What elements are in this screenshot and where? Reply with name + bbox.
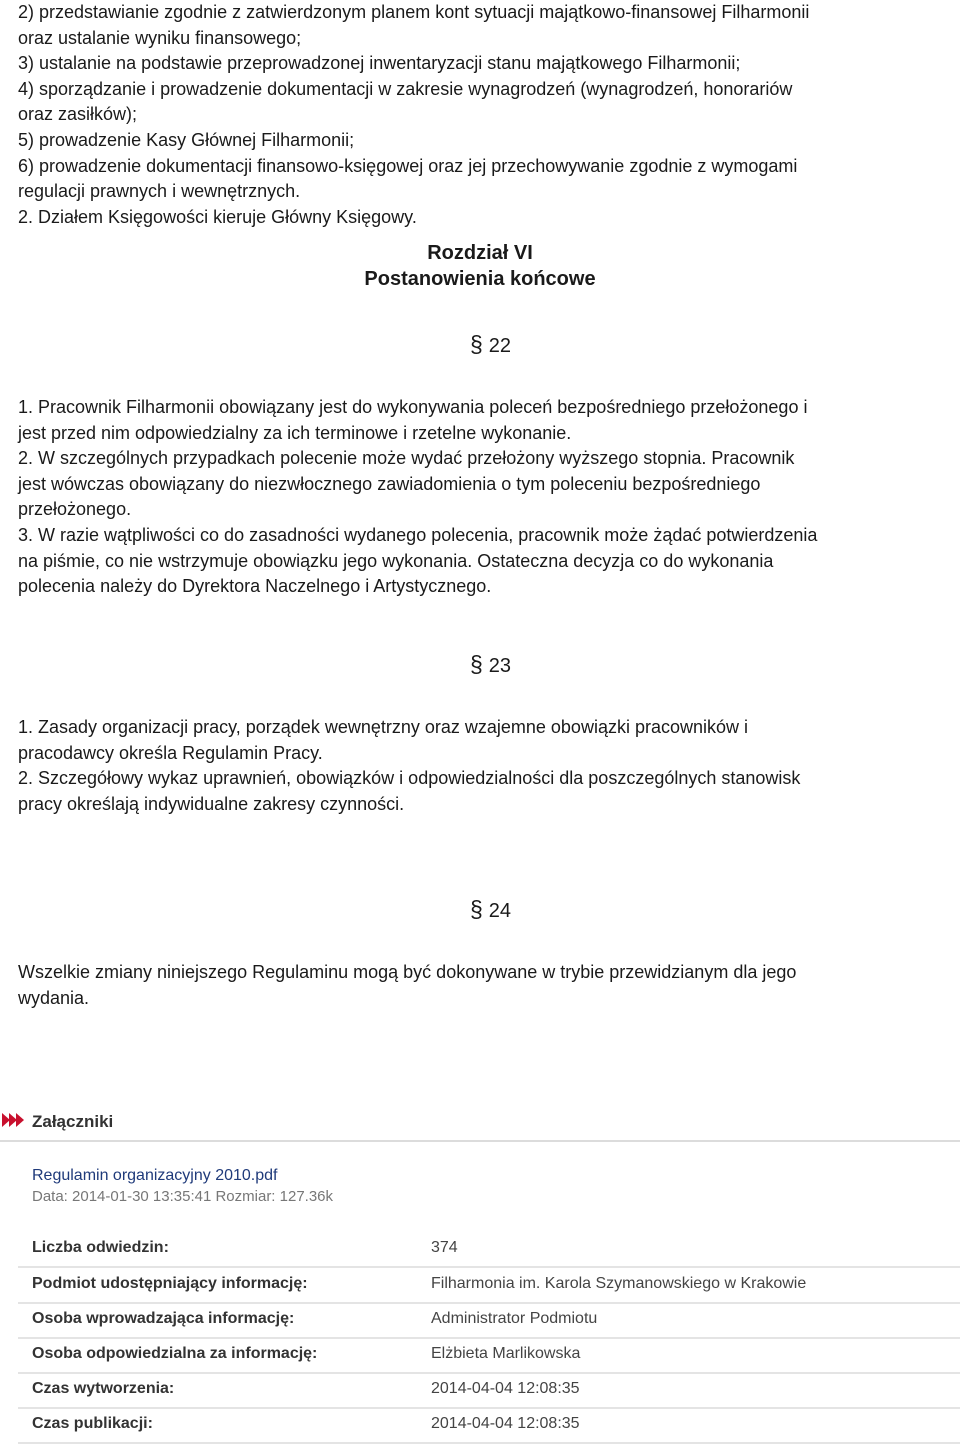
metadata-row	[18, 1409, 960, 1444]
double-arrow-icon	[2, 1113, 24, 1127]
metadata-row	[18, 1269, 960, 1304]
attachment-file-link[interactable]: Regulamin organizacyjny 2010.pdf	[32, 1167, 278, 1184]
paragraph-line: 1. Pracownik Filharmonii obowiązany jest do wykonywania poleceń bezpośredniego przełożonego i	[18, 397, 808, 417]
metadata-label: Czas wytworzenia:	[32, 1380, 175, 1397]
metadata-value: 2014-04-04 12:08:35	[431, 1380, 580, 1397]
paragraph-line: polecenia należy do Dyrektora Naczelnego i Artystycznego.	[18, 576, 492, 597]
metadata-label: Podmiot udostępniający informację:	[32, 1275, 308, 1292]
paragraph-heading	[470, 331, 511, 359]
metadata-table	[18, 1233, 960, 1444]
attachments-title: Załączniki	[32, 1112, 114, 1131]
metadata-value: 2014-04-04 12:08:35	[431, 1415, 580, 1432]
paragraph-line: jest wówczas obowiązany do niezwłocznego zawiadomienia o tym poleceniu bezpośredniego	[18, 473, 761, 494]
paragraph-line: wydania.	[18, 987, 90, 1008]
metadata-value: 374	[431, 1239, 458, 1256]
list-line: 6) prowadzenie dokumentacji finansowo-księgowej oraz jej przechowywanie zgodnie z wymogami	[18, 155, 798, 176]
section-sign: §	[470, 331, 483, 357]
section-sign: §	[470, 651, 483, 677]
metadata-row	[18, 1339, 960, 1374]
paragraph-heading	[470, 651, 511, 679]
paragraph-line: pracy określają indywidualne zakresy czynności.	[18, 793, 405, 814]
section-sign: §	[470, 896, 483, 922]
paragraph-line: Wszelkie zmiany niniejszego Regulaminu mogą być dokonywane w trybie przewidzianym dla jego	[18, 962, 797, 982]
paragraph-line: 2. W szczególnych przypadkach polecenie może wydać przełożony wyższego stopnia. Pracownik	[18, 448, 795, 469]
paragraph-line: jest przed nim odpowiedzialny za ich terminowe i rzetelne wykonanie.	[18, 422, 572, 443]
metadata-row	[18, 1374, 960, 1409]
metadata-label: Liczba odwiedzin:	[32, 1239, 169, 1256]
list-line: regulacji prawnych i wewnętrznych.	[18, 181, 301, 202]
metadata-row	[18, 1304, 960, 1339]
metadata-value: Elżbieta Marlikowska	[431, 1345, 581, 1362]
chapter-subtitle: Postanowienia końcowe	[364, 268, 596, 290]
metadata-value: Administrator Podmiotu	[431, 1310, 598, 1327]
paragraph-number: 24	[488, 900, 512, 922]
paragraph-body	[18, 715, 948, 817]
list-line: 2. Działem Księgowości kieruje Główny Księgowy.	[18, 206, 417, 227]
paragraph-line: 3. W razie wątpliwości co do zasadności wydanego polecenia, pracownik może żądać potwierdzenia	[18, 524, 818, 545]
metadata-value: Filharmonia im. Karola Szymanowskiego w Krakowie	[431, 1275, 807, 1292]
metadata-label: Czas publikacji:	[32, 1415, 153, 1432]
chapter-title: Rozdział VI	[427, 242, 533, 264]
paragraph-heading	[470, 896, 511, 924]
attachment-file-meta: Data: 2014-01-30 13:35:41 Rozmiar: 127.36k	[32, 1188, 334, 1205]
list-line: oraz ustalanie wyniku finansowego;	[18, 27, 302, 48]
metadata-row	[18, 1233, 960, 1268]
list-line: 2) przedstawianie zgodnie z zatwierdzonym planem kont sytuacji majątkowo-finansowej Filharmonii	[18, 2, 810, 22]
list-line: 4) sporządzanie i prowadzenie dokumentacji w zakresie wynagrodzeń (wynagrodzeń, honorariów	[18, 78, 793, 99]
paragraph-number: 22	[488, 335, 512, 357]
list-line: oraz zasiłków);	[18, 104, 138, 125]
paragraph-body	[18, 960, 948, 1011]
list-line: 5) prowadzenie Kasy Głównej Filharmonii;	[18, 129, 355, 150]
list-line: 3) ustalanie na podstawie przeprowadzonej inwentaryzacji stanu majątkowego Filharmonii;	[18, 53, 741, 74]
paragraph-line: 1. Zasady organizacji pracy, porządek wewnętrzny oraz wzajemne obowiązki pracowników i	[18, 717, 748, 737]
metadata-label: Osoba wprowadzająca informację:	[32, 1310, 295, 1327]
paragraph-line: 2. Szczegółowy wykaz uprawnień, obowiązków i odpowiedzialności dla poszczególnych stanowisk	[18, 768, 801, 789]
paragraph-line: pracodawcy określa Regulamin Pracy.	[18, 742, 323, 763]
paragraph-number: 23	[488, 655, 512, 677]
paragraph-line: na piśmie, co nie wstrzymuje obowiązku jego wykonania. Ostateczna decyzja co do wykonania	[18, 550, 774, 571]
metadata-label: Osoba odpowiedzialna za informację:	[32, 1345, 318, 1362]
attachments-header	[0, 1106, 960, 1142]
paragraph-body	[18, 395, 948, 600]
paragraph-line: przełożonego.	[18, 499, 132, 520]
department-duties-list	[18, 0, 809, 230]
